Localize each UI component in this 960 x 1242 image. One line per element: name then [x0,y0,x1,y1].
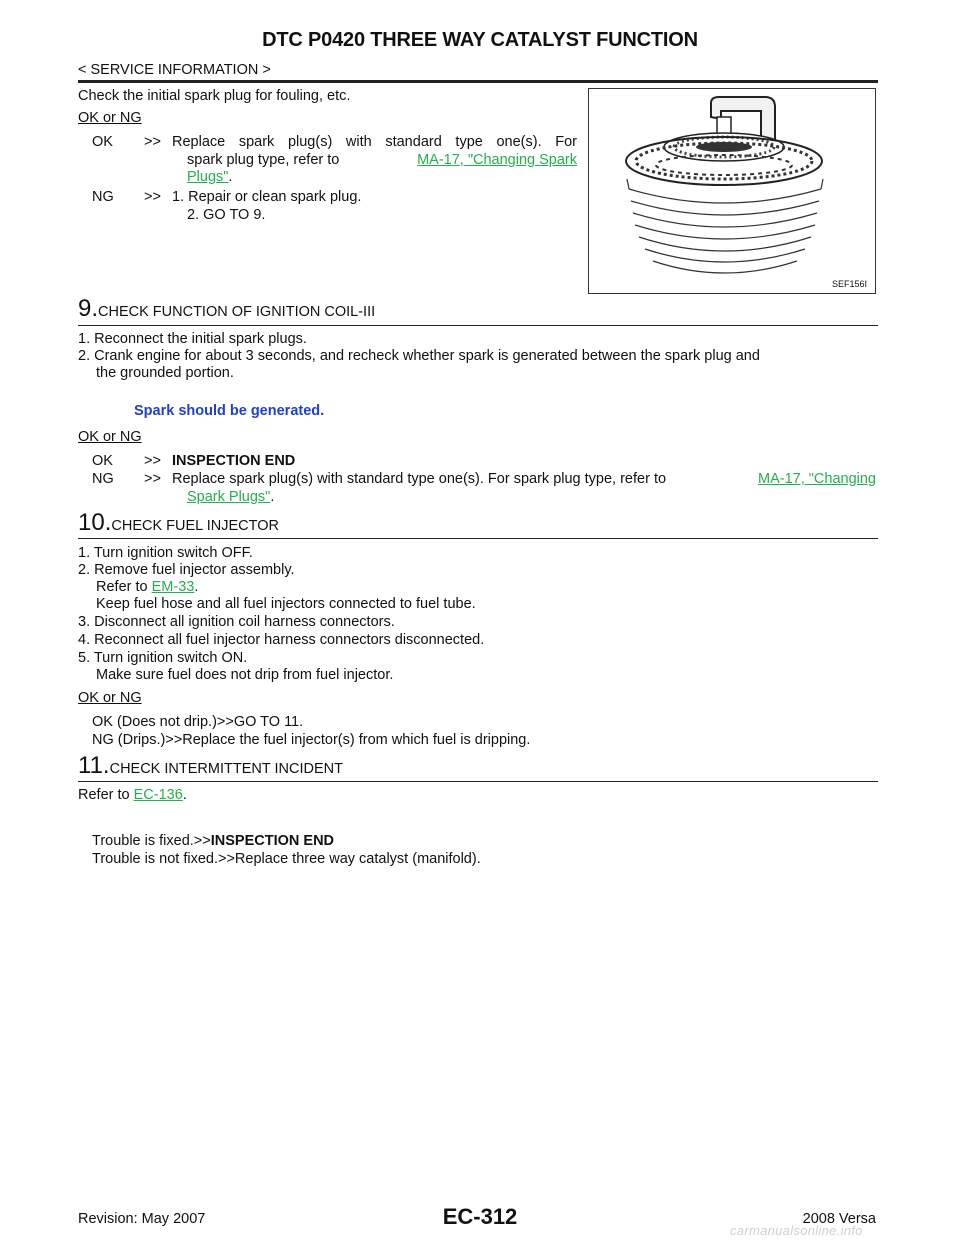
step9-note: Spark should be generated. [134,403,325,419]
header-rule [78,80,878,83]
step10-item5: 5. Turn ignition switch ON. [78,650,248,666]
step11-heading [78,754,343,778]
step11-period: . [182,787,187,803]
step11-fixed [92,833,334,850]
step10-item2: 2. Remove fuel injector assembly. [78,562,295,578]
step11-fixed-prefix: Trouble is fixed.>> [92,833,211,849]
step10-ok-or-ng: OK or NG [78,690,142,706]
step8-ok-line2 [187,152,577,169]
step10-item2-refer [96,579,198,596]
step9-ok-result: INSPECTION END [172,453,296,469]
step8-ok-arrow: >> [144,134,161,150]
step8-ng-prefix: NG [92,189,114,205]
spark-plug-illustration [589,89,875,293]
step11-refer-text: Refer to [78,787,130,803]
step9-ng-line2 [187,489,274,506]
step11-title: CHECK INTERMITTENT INCIDENT [109,761,343,777]
step9-period: . [270,489,275,505]
step9-ng-line1 [172,471,876,488]
step10-rule [78,538,878,539]
step8-period: . [228,169,233,185]
figure-code: SEF156I [831,279,867,289]
watermark: carmanualsonline.info [730,1223,863,1238]
step8-ok-line3 [187,169,232,186]
step9-item2-line1: 2. Crank engine for about 3 seconds, and recheck whether spark is generated between the spark plug and [78,348,760,364]
step10-item3: 3. Disconnect all ignition coil harness connectors. [78,614,395,630]
step9-ma17-link-part2[interactable]: Spark Plugs" [187,489,271,505]
step9-number: 9. [78,295,99,322]
step11-not-fixed: Trouble is not fixed.>>Replace three way catalyst (manifold). [92,851,481,867]
step11-fixed-result: INSPECTION END [210,833,335,849]
step9-ok-or-ng: OK or NG [78,429,142,445]
step8-ok-or-ng: OK or NG [78,110,142,126]
step8-intro: Check the initial spark plug for fouling, etc. [78,88,351,104]
step10-period: . [194,579,199,595]
step9-ng-arrow: >> [144,471,161,487]
step9-ok-prefix: OK [92,453,113,469]
step10-ok-line: OK (Does not drip.)>>GO TO 11. [92,714,304,730]
step10-title: CHECK FUEL INJECTOR [111,518,279,534]
step10-number: 10. [78,509,112,536]
step9-heading [78,297,375,321]
section-subtitle: < SERVICE INFORMATION > [78,62,271,78]
step9-item1: 1. Reconnect the initial spark plugs. [78,331,307,347]
step8-ma17-link-part1[interactable]: MA-17, "Changing Spark [417,152,577,168]
step10-em33-link[interactable]: EM-33 [151,579,195,595]
step10-item2-note: Keep fuel hose and all fuel injectors connected to fuel tube. [96,596,476,612]
footer-model: 2008 Versa [802,1211,876,1227]
step11-rule [78,781,878,782]
step9-title: CHECK FUNCTION OF IGNITION COIL-III [98,304,376,320]
spark-plug-figure [588,88,876,294]
step8-ng-item1: 1. Repair or clean spark plug. [172,189,362,205]
step9-ok-arrow: >> [144,453,161,469]
page-number: EC-312 [442,1204,518,1229]
step11-refer [78,787,187,804]
step8-ng-arrow: >> [144,189,161,205]
step10-item1: 1. Turn ignition switch OFF. [78,545,253,561]
step9-item2-line2: the grounded portion. [96,365,234,381]
step8-ma17-link-part2[interactable]: Plugs" [187,169,229,185]
step10-item5-note: Make sure fuel does not drip from fuel injector. [96,667,394,683]
step9-ng-prefix: NG [92,471,114,487]
step9-rule [78,325,878,326]
step10-heading [78,511,279,535]
step8-ok-line2-text: spark plug type, refer to [187,152,340,168]
step11-number: 11. [78,752,110,779]
step9-ng-text: Replace spark plug(s) with standard type one(s). For spark plug type, refer to [172,471,667,487]
step8-ok-line1: Replace spark plug(s) with standard type one(s). For [172,134,577,150]
step8-ok-prefix: OK [92,134,113,150]
step10-ng-line: NG (Drips.)>>Replace the fuel injector(s) from which fuel is dripping. [92,732,531,748]
step8-ng-item2: 2. GO TO 9. [187,207,266,223]
footer-revision: Revision: May 2007 [78,1211,206,1227]
step11-ec136-link[interactable]: EC-136 [133,787,183,803]
step10-refer-text: Refer to [96,579,148,595]
step9-ma17-link-part1[interactable]: MA-17, "Changing [758,471,876,487]
step10-item4: 4. Reconnect all fuel injector harness connectors disconnected. [78,632,485,648]
page-title: DTC P0420 THREE WAY CATALYST FUNCTION [262,29,698,51]
